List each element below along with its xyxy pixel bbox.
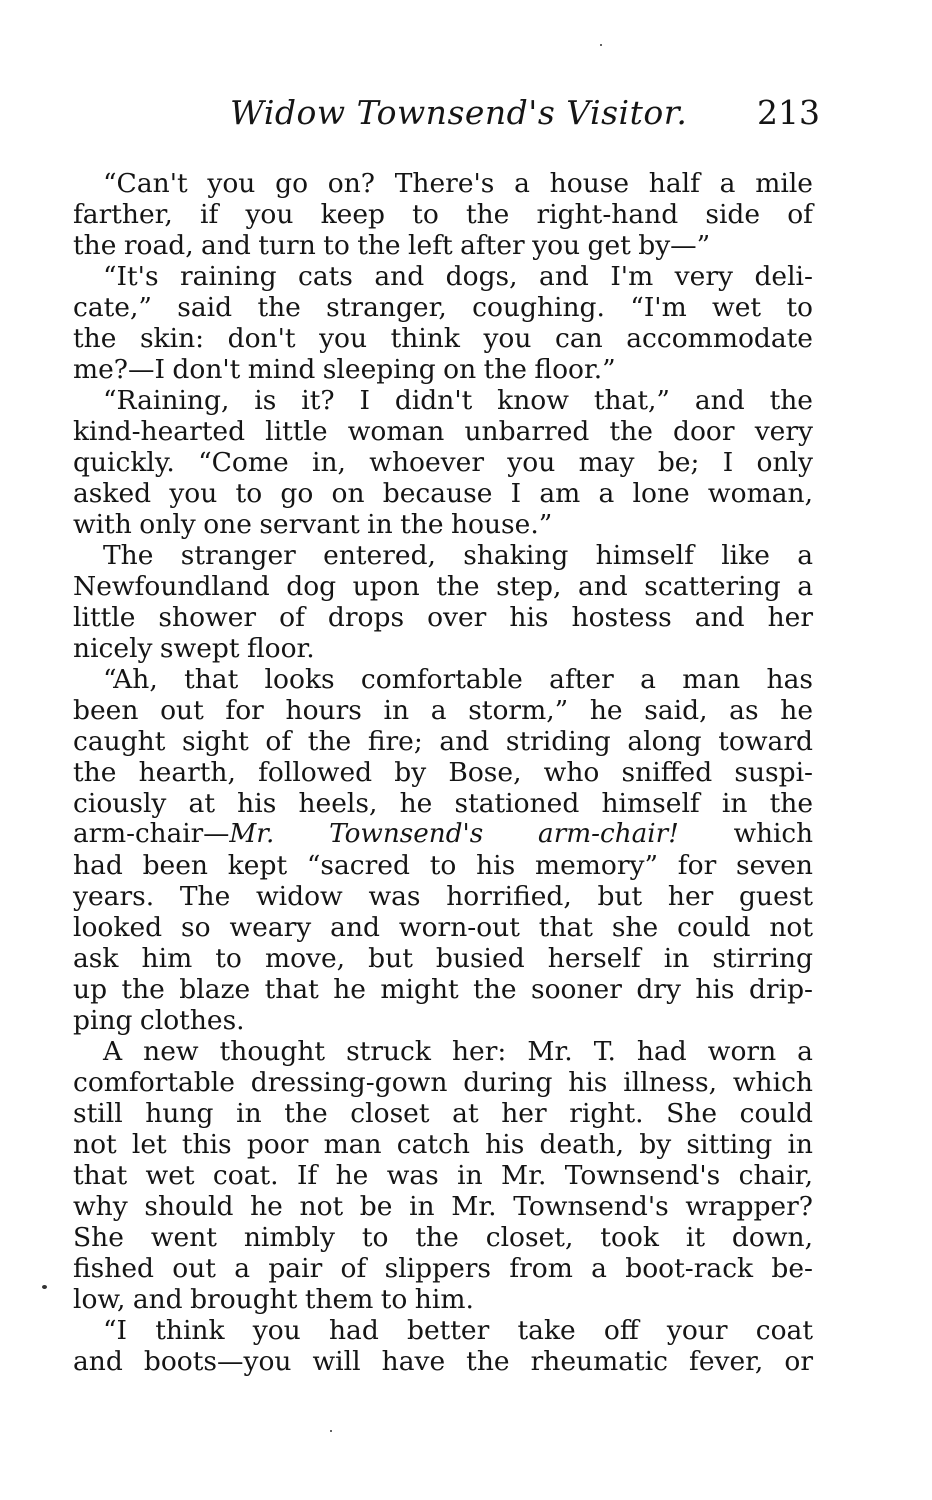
text-line bbox=[73, 1036, 813, 1067]
text-line bbox=[73, 509, 813, 540]
line-text: cate,” said the stranger, coughing. “I'm wet to bbox=[73, 292, 813, 323]
line-text: She went nimbly to the closet, took it down, bbox=[73, 1222, 813, 1253]
body-text bbox=[73, 168, 813, 1377]
line-text: kind-hearted little woman unbarred the door very bbox=[73, 416, 813, 447]
line-text: with only one servant in the house.” bbox=[73, 509, 553, 540]
line-text: been out for hours in a storm,” he said, as he bbox=[73, 695, 813, 726]
ink-speck bbox=[330, 1430, 332, 1432]
text-line bbox=[73, 1191, 813, 1222]
line-text: “Raining, is it? I didn't know that,” and the bbox=[103, 385, 813, 416]
text-line bbox=[73, 974, 813, 1005]
text-line bbox=[73, 261, 813, 292]
text-line bbox=[73, 1315, 813, 1346]
text-line bbox=[73, 819, 813, 850]
line-text: low, and brought them to him. bbox=[73, 1284, 474, 1315]
line-text: asked you to go on because I am a lone woman, bbox=[73, 478, 813, 509]
running-title: Widow Townsend's Visitor. bbox=[230, 93, 688, 132]
line-text: Newfoundland dog upon the step, and scattering a bbox=[73, 571, 813, 602]
text-line bbox=[73, 881, 813, 912]
line-text: me?—I don't mind sleeping on the floor.” bbox=[73, 354, 616, 385]
text-line bbox=[73, 571, 813, 602]
page-number: 213 bbox=[757, 93, 820, 132]
text-line bbox=[73, 354, 813, 385]
text-line bbox=[73, 1284, 813, 1315]
line-text: up the blaze that he might the sooner dry his drip- bbox=[73, 974, 813, 1005]
line-text: The stranger entered, shaking himself like a bbox=[103, 540, 813, 571]
line-text: farther, if you keep to the right-hand side of bbox=[73, 199, 813, 230]
line-text: still hung in the closet at her right. She could bbox=[73, 1098, 813, 1129]
text-line bbox=[73, 726, 813, 757]
text-line bbox=[73, 1129, 813, 1160]
line-text: ping clothes. bbox=[73, 1005, 245, 1036]
line-text: looked so weary and worn-out that she could not bbox=[73, 912, 813, 943]
text-line bbox=[73, 416, 813, 447]
text-line bbox=[73, 912, 813, 943]
line-text-tail: which bbox=[678, 819, 813, 849]
line-text: years. The widow was horrified, but her guest bbox=[73, 881, 813, 912]
line-text: “It's raining cats and dogs, and I'm very deli- bbox=[103, 261, 813, 292]
line-text: why should he not be in Mr. Townsend's wrapper? bbox=[73, 1191, 813, 1222]
ink-speck bbox=[42, 1285, 47, 1289]
line-text: the hearth, followed by Bose, who sniffed suspi- bbox=[73, 757, 813, 788]
line-text: ask him to move, but busied herself in stirring bbox=[73, 943, 813, 974]
text-line bbox=[73, 168, 813, 199]
text-line bbox=[73, 292, 813, 323]
line-text: “Ah, that looks comfortable after a man has bbox=[103, 664, 813, 695]
line-text: that wet coat. If he was in Mr. Townsend's chair, bbox=[73, 1160, 813, 1191]
text-line bbox=[73, 602, 813, 633]
text-line bbox=[73, 540, 813, 571]
text-line bbox=[73, 478, 813, 509]
ink-speck bbox=[600, 44, 602, 46]
line-italic-text: Mr. Townsend's arm-chair! bbox=[229, 819, 679, 849]
page-header bbox=[230, 93, 820, 143]
text-line bbox=[73, 199, 813, 230]
text-line bbox=[73, 1098, 813, 1129]
text-line bbox=[73, 664, 813, 695]
text-line bbox=[73, 757, 813, 788]
line-text: and boots—you will have the rheumatic fever, or bbox=[73, 1346, 813, 1377]
line-text: the road, and turn to the left after you get by—” bbox=[73, 230, 711, 261]
line-text: not let this poor man catch his death, by sitting in bbox=[73, 1129, 813, 1160]
line-text: nicely swept floor. bbox=[73, 633, 315, 664]
line-text: “Can't you go on? There's a house half a mile bbox=[103, 168, 813, 199]
text-line bbox=[73, 695, 813, 726]
line-text: comfortable dressing-gown during his illness, which bbox=[73, 1067, 813, 1098]
line-text: A new thought struck her: Mr. T. had worn a bbox=[103, 1036, 813, 1067]
text-line bbox=[73, 1067, 813, 1098]
line-text: ciously at his heels, he stationed himself in the bbox=[73, 788, 813, 819]
text-line bbox=[73, 1253, 813, 1284]
text-line bbox=[73, 788, 813, 819]
line-text: fished out a pair of slippers from a boot-rack be- bbox=[73, 1253, 813, 1284]
line-text: arm-chair— bbox=[73, 819, 230, 849]
text-line bbox=[73, 1222, 813, 1253]
text-line bbox=[73, 385, 813, 416]
text-line bbox=[73, 1005, 813, 1036]
text-line bbox=[73, 943, 813, 974]
text-line bbox=[73, 323, 813, 354]
line-text: caught sight of the fire; and striding along toward bbox=[73, 726, 813, 757]
line-text: little shower of drops over his hostess and her bbox=[73, 602, 813, 633]
line-text: “I think you had better take off your coat bbox=[103, 1315, 813, 1346]
text-line bbox=[73, 1346, 813, 1377]
line-text: quickly. “Come in, whoever you may be; I only bbox=[73, 447, 813, 478]
text-line bbox=[73, 447, 813, 478]
line-text: had been kept “sacred to his memory” for seven bbox=[73, 850, 813, 881]
line-text: the skin: don't you think you can accommodate bbox=[73, 323, 813, 354]
text-line bbox=[73, 850, 813, 881]
text-line bbox=[73, 1160, 813, 1191]
text-line bbox=[73, 230, 813, 261]
text-line bbox=[73, 633, 813, 664]
